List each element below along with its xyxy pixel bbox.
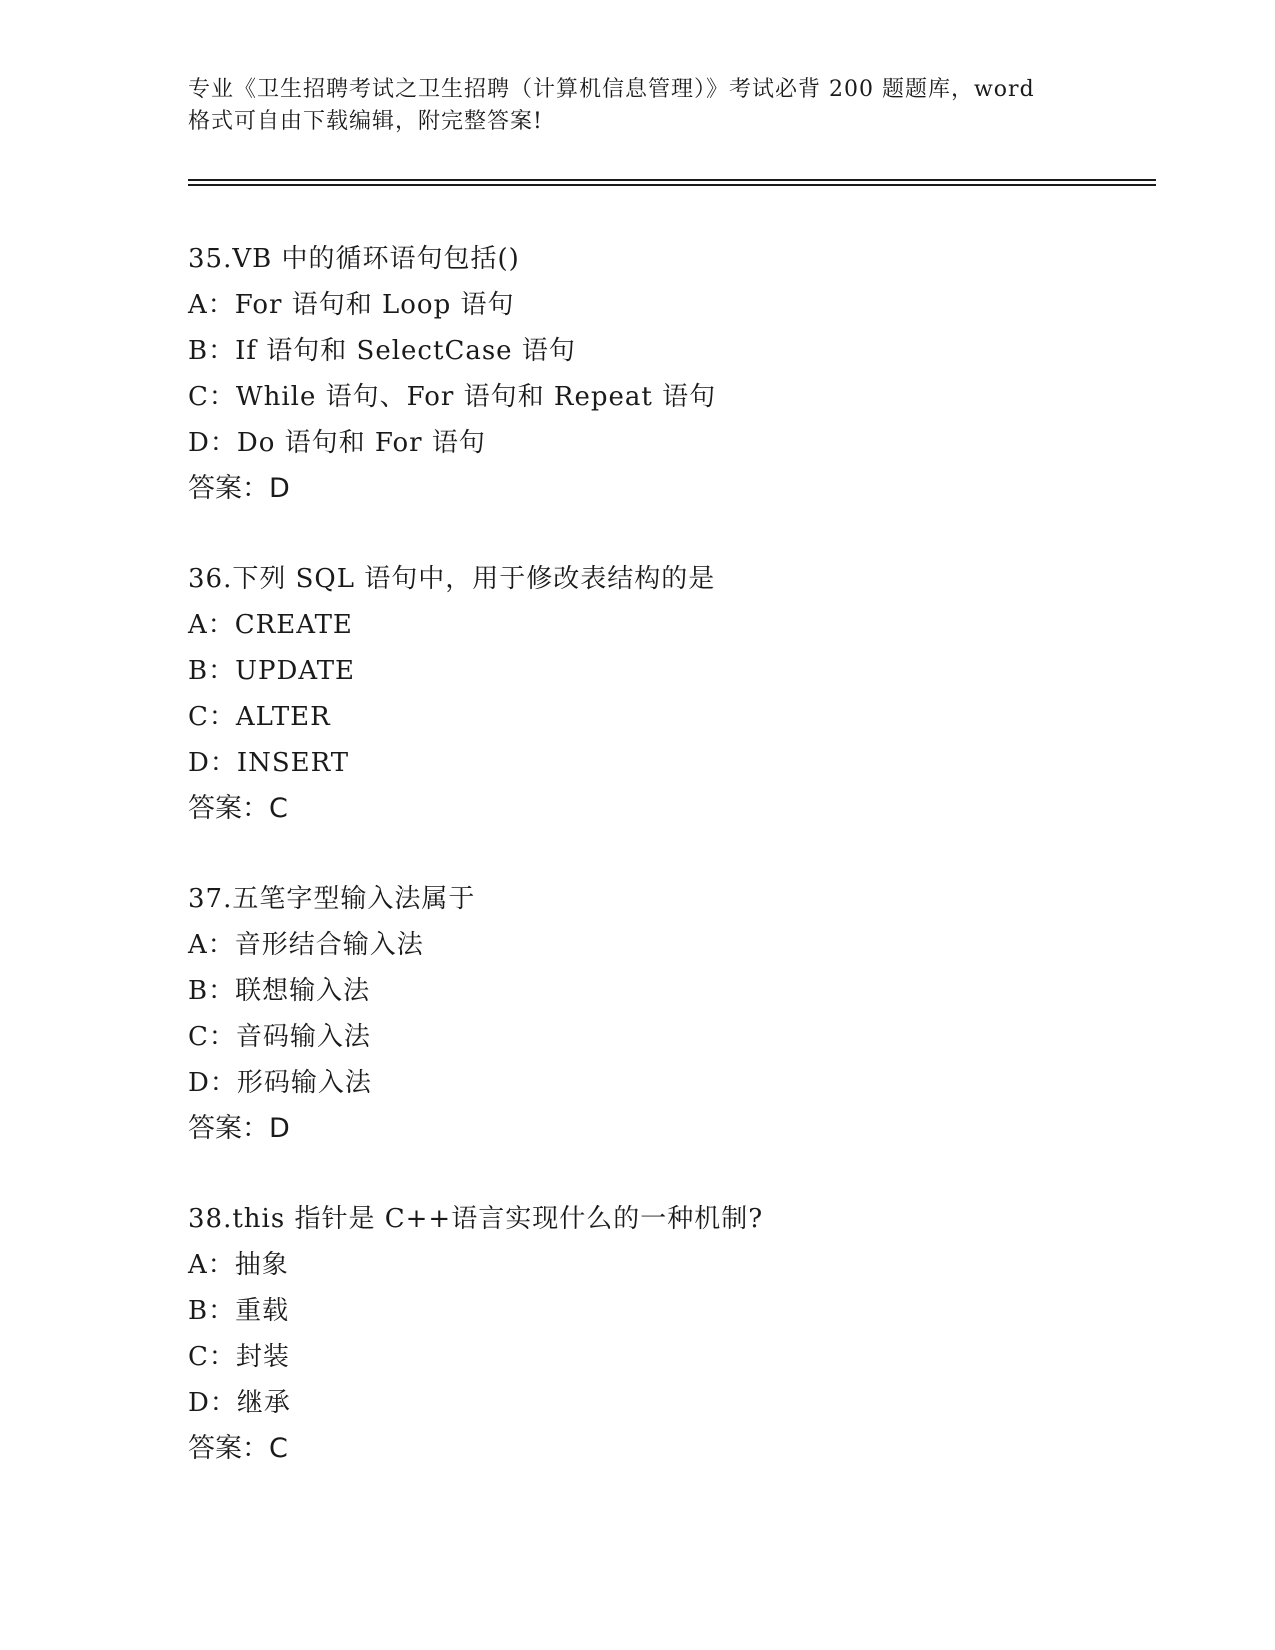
option-a: A：For 语句和 Loop 语句 (188, 290, 515, 320)
question-title: 37.五笔字型输入法属于 (188, 884, 476, 914)
header-line-2: 格式可自由下载编辑，附完整答案! (188, 109, 543, 134)
question-title: 38.this 指针是 C++语言实现什么的一种机制? (188, 1204, 764, 1234)
option-c: C：音码输入法 (188, 1022, 371, 1052)
option-b: B：UPDATE (188, 656, 356, 686)
question-title: 36.下列 SQL 语句中，用于修改表结构的是 (188, 564, 716, 594)
question-36 (188, 556, 1148, 832)
question-title: 35.VB 中的循环语句包括() (188, 244, 520, 274)
question-35 (188, 236, 1148, 512)
option-d: D：Do 语句和 For 语句 (188, 428, 486, 458)
answer: 答案：C (188, 1433, 288, 1464)
option-c: C：封装 (188, 1342, 290, 1372)
option-a: A：音形结合输入法 (188, 930, 424, 960)
option-a: A：抽象 (188, 1250, 289, 1280)
question-38 (188, 1196, 1148, 1472)
option-d: D：继承 (188, 1388, 291, 1418)
option-d: D：形码输入法 (188, 1068, 372, 1098)
answer: 答案：C (188, 793, 288, 824)
option-a: A：CREATE (188, 610, 353, 640)
option-c: C：ALTER (188, 702, 331, 732)
header-divider-bottom (188, 184, 1156, 186)
document-header (188, 74, 1088, 138)
option-d: D：INSERT (188, 748, 350, 778)
option-b: B：If 语句和 SelectCase 语句 (188, 336, 576, 366)
question-37 (188, 876, 1148, 1152)
option-b: B：重载 (188, 1296, 290, 1326)
header-divider-top (188, 179, 1156, 181)
option-b: B：联想输入法 (188, 976, 371, 1006)
header-line-1: 专业《卫生招聘考试之卫生招聘（计算机信息管理）》考试必背 200 题题库，word (188, 77, 1035, 102)
option-c: C：While 语句、For 语句和 Repeat 语句 (188, 382, 717, 412)
answer: 答案：D (188, 473, 290, 504)
answer: 答案：D (188, 1113, 290, 1144)
